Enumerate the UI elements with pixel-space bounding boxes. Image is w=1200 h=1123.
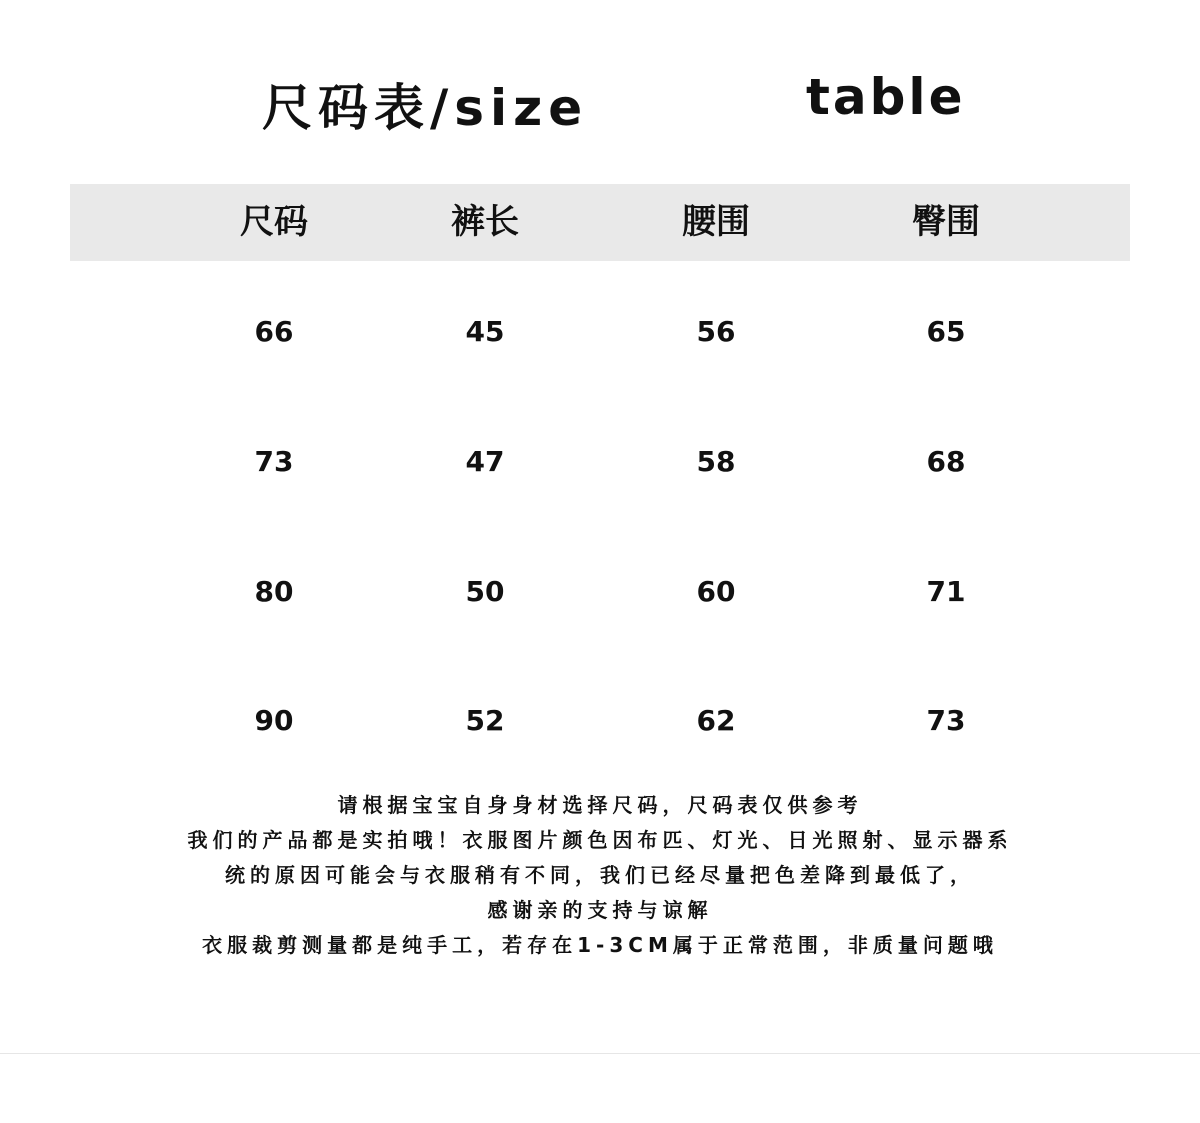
header-size: 尺码 — [240, 202, 308, 242]
note-line: 感谢亲的支持与谅解 — [487, 898, 713, 922]
size-notes — [0, 788, 1200, 963]
table-row — [0, 302, 1200, 362]
cell-size: 73 — [254, 445, 294, 478]
header-waist: 腰围 — [682, 202, 750, 242]
divider — [0, 1053, 1200, 1054]
title-english: table — [806, 68, 966, 126]
table-row — [0, 432, 1200, 492]
note-line: 衣服裁剪测量都是纯手工，若存在1-3CM属于正常范围，非质量问题哦 — [202, 933, 998, 957]
size-table-header — [70, 184, 1130, 261]
cell-hip: 65 — [926, 315, 966, 348]
header-hip: 臀围 — [912, 202, 980, 242]
note-line: 统的原因可能会与衣服稍有不同，我们已经尽量把色差降到最低了， — [225, 863, 975, 887]
header-pant-length: 裤长 — [451, 202, 519, 242]
cell-waist: 56 — [696, 315, 736, 348]
cell-waist: 58 — [696, 445, 736, 478]
cell-pant-length: 47 — [465, 445, 505, 478]
table-row — [0, 691, 1200, 751]
cell-size: 90 — [254, 704, 294, 737]
note-line: 请根据宝宝自身身材选择尺码，尺码表仅供参考 — [337, 793, 863, 817]
cell-waist: 60 — [696, 575, 736, 608]
cell-size: 80 — [254, 575, 294, 608]
cell-waist: 62 — [696, 704, 736, 737]
cell-hip: 73 — [926, 704, 966, 737]
title-chinese: 尺码表/size — [262, 79, 589, 137]
cell-hip: 68 — [926, 445, 966, 478]
cell-size: 66 — [254, 315, 294, 348]
page-title — [0, 62, 1200, 142]
table-row — [0, 562, 1200, 622]
cell-pant-length: 50 — [465, 575, 505, 608]
cell-hip: 71 — [926, 575, 966, 608]
cell-pant-length: 45 — [465, 315, 505, 348]
note-line: 我们的产品都是实拍哦！衣服图片颜色因布匹、灯光、日光照射、显示器系 — [187, 828, 1013, 852]
cell-pant-length: 52 — [465, 704, 505, 737]
